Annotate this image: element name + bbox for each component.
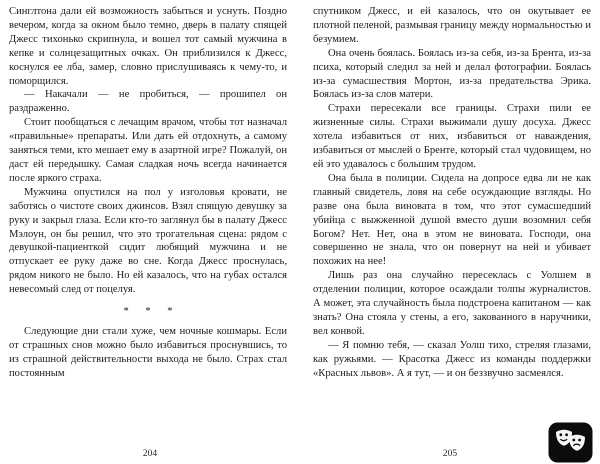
paragraph: — Я помню тебя, — сказал Уолш тихо, стреляя глазами, как ружьями. — Красотка Джесс из команды поддержки «Красных львов». А я тут, — и он беззвучно засмеялся. xyxy=(313,339,591,379)
paragraph: Мужчина опустился на пол у изголовья кровати, не заботясь о чистоте своих джинсов. Взял спящую девушку за руку и закрыл глаза. Если кто-то заглянул бы в палату Джесс Мэлоун, он бы решил, что это трогательная сцена: рядом с девушкой-пациенткой сидит любящий мужчина и не отпускает ее руку даже во сне. Когда Джесс проснулась, рядом никого не было. Но ей казалось, что на губах остался невесомый след от поцелуя. xyxy=(9,186,287,296)
paragraph: Она очень боялась. Боялась из-за себя, из-за Брента, из-за психа, который следил за ней и делал фотографии. Боялась из-за сумасшествия Мортон, из-за предательства Эрика. Боялась из-за слов матери. xyxy=(313,47,591,101)
theater-masks-icon xyxy=(548,422,593,463)
paragraph: Она была в полиции. Сидела на допросе едва ли не как главный свидетель, ловя на себе осуждающие взгляды. Но разве она была виновата в том, что этот сумасшедший убийца с выжженной душой вместо души возомнил себя Богом? Нет. Нет, она в этом не виновата. Господи, она совершенно не знала, что он повернут на ней и убивает похожих на нее! xyxy=(313,172,591,268)
page-number-right: 205 xyxy=(442,449,458,459)
page-number-left: 204 xyxy=(142,449,158,459)
paragraph: Лишь раз она случайно пересеклась с Уолшем в отделении полиции, которое осаждали толпы журналистов. А может, эта случайность была подстроена капитаном — как знать? Она стояла у стены, а его, закованного в наручники, вел конвой. xyxy=(313,270,591,337)
page-left-text xyxy=(9,5,287,381)
paragraph: — Накачали — не пробиться, — прошипел он раздраженно. xyxy=(9,89,287,115)
page-right-text xyxy=(313,5,591,380)
paragraph: спутником Джесс, и ей казалось, что он окутывает ее плотной пеленой, размывая границу между нормальностью и безумием. xyxy=(313,6,591,45)
paragraph: Страхи пересекали все границы. Страхи пили ее жизненные силы. Страхи выжимали душу досуха. Джесс хотела избавиться от них, избавиться от наваждения, избавиться от мыслей о Бренте, который стал чудовищем, но ей это удавалось с большим трудом. xyxy=(313,103,591,170)
theater-masks-watermark xyxy=(548,422,593,463)
paragraph: Стоит пообщаться с лечащим врачом, чтобы тот назначал «правильные» препараты. Или дать ей отдохнуть, а самому заняться теми, кто мешает ему в азартной игре? Пожалуй, он даст ей передышку. Самая сладкая ночь всегда начинается после яркого страха. xyxy=(9,117,287,184)
scene-break: * * * xyxy=(123,306,180,318)
paragraph: Синглтона дали ей возможность забыться и уснуть. Поздно вечером, когда за окном было темно, дверь в палату спящей Джесс тихонько скрипнула, и вошел тот самый мужчина в кепке и солнцезащитных очках. Он приблизился к Джесс, коснулся ее лба, замер, словно прислушиваясь к чему-то, и поморщился. xyxy=(9,6,287,87)
paragraph: Следующие дни стали хуже, чем ночные кошмары. Если от страшных снов можно было избавиться проснувшись, то из страшной действительности выхода не было. Страх стал постоянным xyxy=(9,326,287,379)
page-right xyxy=(300,0,600,464)
